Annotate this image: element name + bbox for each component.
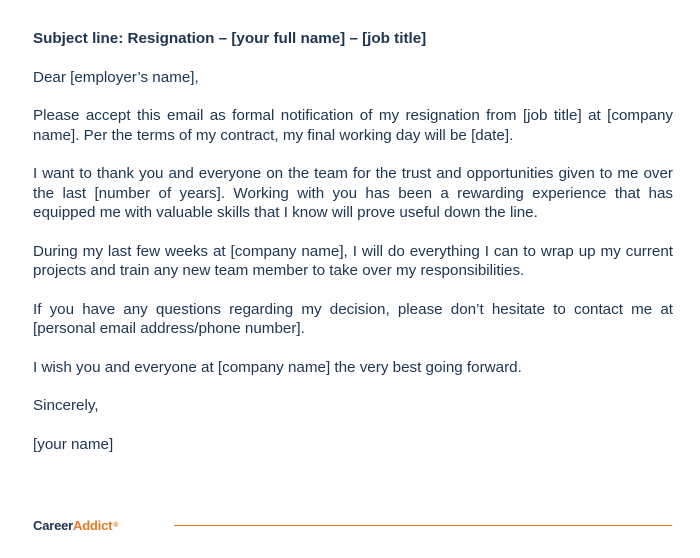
closing: Sincerely, bbox=[33, 397, 99, 414]
subject-line: Subject line: Resignation – [your full name] – [job title] bbox=[33, 30, 427, 47]
careeraddict-logo bbox=[33, 518, 118, 534]
greeting: Dear [employer’s name], bbox=[33, 68, 199, 86]
logo-career-text: Career bbox=[33, 518, 73, 533]
paragraph-transition: During my last few weeks at [company name], I will do everything I can to wrap up my current projects and train any new team member to take over my responsibilities. bbox=[33, 242, 673, 279]
registered-mark: ® bbox=[113, 522, 119, 529]
paragraph-thanks: I want to thank you and everyone on the team for the trust and opportunities given to me over the last [number of years]. Working with you has been a rewarding experience that has equipped me with valuable skills that I know will prove useful down the line. bbox=[33, 165, 673, 221]
letter-body bbox=[33, 29, 673, 473]
paragraph-contact: If you have any questions regarding my decision, please don’t hesitate to contact me at [personal email address/phone number]. bbox=[33, 300, 673, 337]
paragraph-well-wishes: I wish you and everyone at [company name] the very best going forward. bbox=[33, 358, 522, 376]
footer bbox=[33, 518, 672, 534]
signature: [your name] bbox=[33, 435, 114, 453]
logo-addict-text: Addict bbox=[73, 518, 113, 533]
footer-divider bbox=[174, 525, 672, 526]
paragraph-resignation-notice: Please accept this email as formal notification of my resignation from [job title] at [company name]. Per the terms of my contract, my final working day will be [date]. bbox=[33, 107, 673, 144]
